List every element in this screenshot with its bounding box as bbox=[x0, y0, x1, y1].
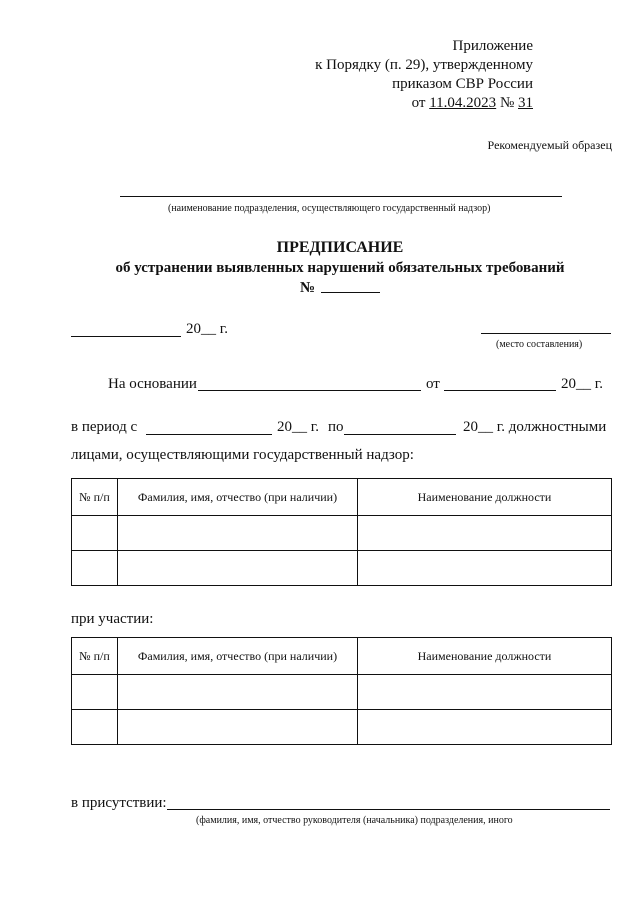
document-number-sign: № bbox=[300, 280, 316, 296]
header-position: Наименование должности bbox=[358, 638, 612, 675]
appendix-line-4 bbox=[315, 94, 533, 113]
table-cell[interactable] bbox=[358, 675, 612, 710]
table-cell[interactable] bbox=[72, 675, 118, 710]
appendix-order-number: 31 bbox=[518, 95, 533, 111]
table-row bbox=[72, 710, 612, 745]
appendix-num-sign: № bbox=[499, 95, 515, 111]
officials-table bbox=[71, 478, 612, 586]
table-row bbox=[72, 516, 612, 551]
participants-table bbox=[71, 637, 612, 745]
basis-label: На основании bbox=[108, 376, 197, 392]
presence-blank-line bbox=[167, 809, 610, 810]
date-year: 20__ г. bbox=[186, 321, 228, 337]
table-row bbox=[72, 551, 612, 586]
basis-date-blank bbox=[444, 390, 556, 391]
table-cell[interactable] bbox=[358, 710, 612, 745]
header-name: Фамилия, имя, отчество (при наличии) bbox=[118, 479, 358, 516]
document-number-blank bbox=[321, 292, 380, 293]
appendix-from-label: от bbox=[411, 95, 426, 111]
presence-caption: (фамилия, имя, отчество руководителя (начальника) подразделения, иного bbox=[196, 815, 513, 826]
document-title: ПРЕДПИСАНИЕ bbox=[276, 239, 404, 256]
header-name: Фамилия, имя, отчество (при наличии) bbox=[118, 638, 358, 675]
period-end-year: 20__ г. должностными bbox=[463, 419, 607, 435]
table-cell[interactable] bbox=[118, 675, 358, 710]
table-cell[interactable] bbox=[118, 710, 358, 745]
period-end-blank bbox=[344, 434, 456, 435]
document-subtitle: об устранении выявленных нарушений обязательных требований bbox=[115, 260, 565, 276]
table-cell[interactable] bbox=[72, 516, 118, 551]
appendix-line-3: приказом СВР России bbox=[392, 76, 533, 92]
header-position: Наименование должности bbox=[358, 479, 612, 516]
appendix-line-2: к Порядку (п. 29), утвержденному bbox=[315, 57, 533, 73]
table-header-row bbox=[72, 638, 612, 675]
department-blank-line bbox=[120, 196, 562, 197]
period-to-label: по bbox=[328, 419, 344, 435]
presence-label: в присутствии: bbox=[71, 795, 167, 811]
table-cell[interactable] bbox=[358, 551, 612, 586]
place-caption: (место составления) bbox=[496, 339, 583, 350]
table-cell[interactable] bbox=[358, 516, 612, 551]
period-label: в период с bbox=[71, 419, 138, 435]
period-start-blank bbox=[146, 434, 272, 435]
appendix-date: 11.04.2023 bbox=[429, 95, 497, 111]
participation-text: при участии: bbox=[71, 611, 154, 627]
basis-blank-line bbox=[198, 390, 421, 391]
table-row bbox=[72, 675, 612, 710]
period-start-year: 20__ г. bbox=[277, 419, 319, 435]
appendix-line-1: Приложение bbox=[452, 38, 533, 54]
header-num: № п/п bbox=[72, 638, 118, 675]
date-blank-line bbox=[71, 336, 181, 337]
table-cell[interactable] bbox=[118, 516, 358, 551]
basis-from-label: от bbox=[426, 376, 440, 392]
appendix-block bbox=[315, 37, 533, 113]
header-num: № п/п bbox=[72, 479, 118, 516]
table-header-row bbox=[72, 479, 612, 516]
officials-text: лицами, осуществляющими государственный надзор: bbox=[71, 447, 414, 463]
basis-year: 20__ г. bbox=[561, 376, 603, 392]
recommended-sample-label: Рекомендуемый образец bbox=[487, 138, 612, 152]
department-caption: (наименование подразделения, осуществляющего государственный надзор) bbox=[168, 203, 491, 214]
table-cell[interactable] bbox=[72, 710, 118, 745]
table-cell[interactable] bbox=[72, 551, 118, 586]
table-cell[interactable] bbox=[118, 551, 358, 586]
place-blank-line bbox=[481, 333, 611, 334]
